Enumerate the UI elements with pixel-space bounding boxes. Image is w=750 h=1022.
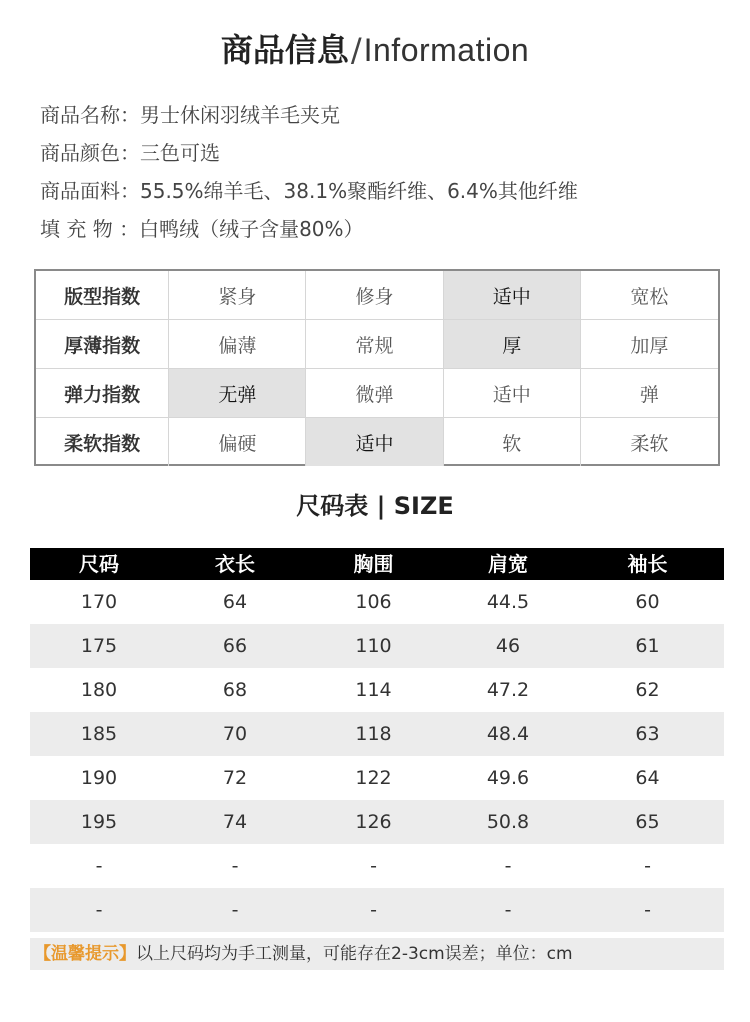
size-cell: 50.8 bbox=[486, 811, 530, 833]
size-cell: 70 bbox=[222, 723, 248, 745]
info-row-color bbox=[40, 134, 578, 172]
size-cell: 170 bbox=[80, 591, 118, 613]
attribute-option: 柔软 bbox=[630, 432, 669, 455]
size-cell: - bbox=[370, 855, 377, 877]
size-cell: 114 bbox=[355, 679, 392, 701]
attribute-option: 加厚 bbox=[630, 334, 669, 357]
size-cell: 68 bbox=[222, 679, 248, 701]
size-chart-header bbox=[30, 548, 724, 580]
size-chart-table bbox=[30, 548, 724, 932]
info-label: 商品名称： bbox=[40, 103, 140, 127]
attribute-option-selected: 无弹 bbox=[169, 369, 306, 417]
size-cell: 46 bbox=[495, 635, 521, 657]
attribute-label: 柔软指数 bbox=[36, 418, 169, 466]
size-cell: 122 bbox=[355, 767, 392, 789]
size-cell: - bbox=[504, 899, 512, 921]
attribute-option: 弹 bbox=[639, 383, 659, 406]
title-cn: 商品信息 bbox=[220, 31, 349, 69]
attribute-row bbox=[36, 320, 718, 369]
attribute-option: 软 bbox=[444, 418, 581, 466]
size-cell: 190 bbox=[80, 767, 118, 789]
info-row-name bbox=[40, 96, 578, 134]
attribute-row bbox=[36, 418, 718, 466]
size-row bbox=[30, 668, 724, 712]
size-cell: 110 bbox=[355, 635, 392, 657]
size-cell: 62 bbox=[635, 679, 660, 701]
size-cell: 185 bbox=[80, 723, 118, 745]
info-value: 白鸭绒（绒子含量80%） bbox=[139, 217, 364, 241]
size-cell: 195 bbox=[80, 811, 118, 833]
size-cell: 61 bbox=[635, 635, 660, 657]
size-row bbox=[30, 580, 724, 624]
info-label: 商品颜色： bbox=[40, 141, 140, 165]
attribute-option: 紧身 bbox=[169, 271, 306, 319]
size-cell: 106 bbox=[355, 591, 392, 613]
size-chart-title: 尺码表 | SIZE bbox=[296, 492, 454, 520]
attribute-index-table bbox=[34, 269, 720, 466]
size-cell: - bbox=[370, 899, 377, 921]
size-cell: 66 bbox=[222, 635, 248, 657]
info-value: 三色可选 bbox=[140, 141, 220, 165]
attribute-row bbox=[36, 369, 718, 418]
size-cell: - bbox=[231, 899, 239, 921]
size-row bbox=[30, 800, 724, 844]
size-row bbox=[30, 756, 724, 800]
info-row-fabric bbox=[40, 172, 578, 210]
tip-text: 以上尺码均为手工测量，可能存在2-3cm误差；单位：cm bbox=[136, 944, 573, 964]
size-cell: 64 bbox=[635, 767, 660, 789]
size-cell: - bbox=[644, 899, 651, 921]
page-title bbox=[0, 28, 750, 72]
size-cell: 180 bbox=[80, 679, 118, 701]
size-tip bbox=[34, 939, 573, 969]
info-value: 55.5%绵羊毛、38.1%聚酯纤维、6.4%其他纤维 bbox=[140, 179, 578, 203]
size-cell: - bbox=[95, 899, 103, 921]
size-row bbox=[30, 624, 724, 668]
attribute-label: 厚薄指数 bbox=[36, 320, 169, 368]
title-en: Information bbox=[363, 32, 530, 68]
attribute-option: 宽松 bbox=[630, 285, 669, 308]
size-cell: 74 bbox=[222, 811, 248, 833]
attribute-option: 偏硬 bbox=[169, 418, 306, 466]
attribute-option: 微弹 bbox=[306, 369, 443, 417]
size-cell: 175 bbox=[80, 635, 118, 657]
attribute-option-selected: 适中 bbox=[306, 418, 443, 466]
size-cell: 118 bbox=[355, 723, 392, 745]
size-header-cell: 袖长 bbox=[627, 552, 668, 576]
size-cell: - bbox=[644, 855, 651, 877]
size-cell: 72 bbox=[222, 767, 248, 789]
size-cell: - bbox=[95, 855, 103, 877]
size-cell: - bbox=[231, 855, 239, 877]
attribute-label: 版型指数 bbox=[36, 271, 169, 319]
size-cell: 44.5 bbox=[486, 591, 530, 613]
size-header-cell: 胸围 bbox=[353, 552, 394, 576]
size-cell: 60 bbox=[635, 591, 660, 613]
attribute-label: 弹力指数 bbox=[36, 369, 169, 417]
size-header-cell: 肩宽 bbox=[488, 552, 528, 576]
size-row bbox=[30, 712, 724, 756]
size-cell: 47.2 bbox=[486, 679, 530, 701]
title-separator: / bbox=[350, 31, 362, 69]
attribute-row bbox=[36, 271, 718, 320]
attribute-option: 修身 bbox=[306, 271, 443, 319]
attribute-option: 适中 bbox=[444, 369, 581, 417]
attribute-option-selected: 厚 bbox=[444, 320, 581, 368]
info-label: 填 充 物 ： bbox=[40, 217, 140, 241]
size-cell: 64 bbox=[222, 591, 248, 613]
tip-tag: 【温馨提示】 bbox=[34, 944, 136, 964]
size-row bbox=[30, 844, 724, 888]
size-cell: 126 bbox=[355, 811, 392, 833]
info-value: 男士休闲羽绒羊毛夹克 bbox=[140, 103, 340, 127]
size-header-cell: 衣长 bbox=[215, 552, 255, 576]
attribute-option: 常规 bbox=[306, 320, 443, 368]
size-cell: 65 bbox=[635, 811, 660, 833]
product-info bbox=[40, 96, 578, 248]
size-cell: - bbox=[504, 855, 512, 877]
attribute-option-selected: 适中 bbox=[444, 271, 581, 319]
size-cell: 63 bbox=[635, 723, 660, 745]
attribute-option: 偏薄 bbox=[169, 320, 306, 368]
size-cell: 49.6 bbox=[486, 767, 530, 789]
size-cell: 48.4 bbox=[486, 723, 530, 745]
size-row bbox=[30, 888, 724, 932]
info-label: 商品面料： bbox=[40, 179, 140, 203]
info-row-filling bbox=[40, 210, 578, 248]
size-header-cell: 尺码 bbox=[79, 552, 119, 576]
